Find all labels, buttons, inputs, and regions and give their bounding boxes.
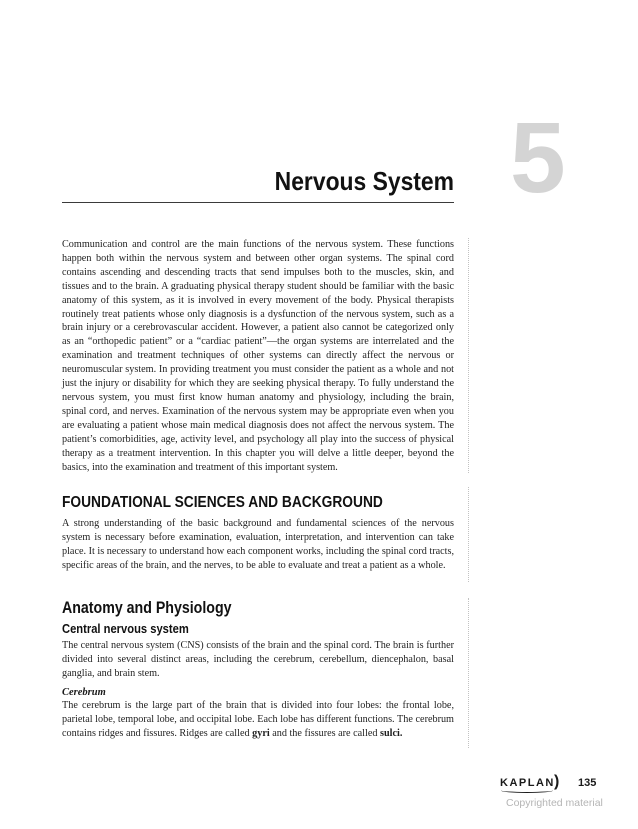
margin-rule [468,238,469,473]
page-footer [500,775,620,795]
subheading-cns: Central nervous system [62,621,189,636]
cerebrum-paragraph [62,699,454,741]
term-gyri: gyri [252,727,270,739]
publisher-logo: KAPLAN [500,777,555,789]
title-rule [62,202,454,203]
subheading-cerebrum: Cerebrum [62,687,106,698]
page-number: 135 [578,777,597,789]
cerebrum-text-a: The cerebrum is the large part of the brain that is divided into four lobes: the frontal lobe, parietal lobe, temporal lobe, and occipital lobe. Each lobe has different functions. The cerebrum contains ridges and fissures. Ridges are called [62,700,454,739]
intro-paragraph: Communication and control are the main functions of the nervous system. These functions happen both within the nervous system and between other organ systems. The spinal cord contains ascending and descending tracts that send impulses both to the muscles, skin, and tissues and to the brain. A graduating physical therapy student should be familiar with the basic anatomy of this system, as it is involved in every movement of the body. Physical therapists routinely treat patients whose only diagnosis is a dysfunction of the nervous system, such as a brain injury or a cerebrovascular accident. However, a patient also cannot be categorized only as an “orthopedic patient” or a “cardiac patient”—the organ systems are interrelated and the examination and treatment techniques of other systems can directly affect the nervous or neuromuscular system. In providing treatment you must consider the patient as a whole and not just the injury or disability for which they are seeking physical therapy. To fully understand the nervous system, you must first know human anatomy and physiology, including the brain, spinal cord, and nerves. Examination of the nervous system may be appropriate even when you are evaluating a patient whose main medical diagnosis does not affect the nervous system. The patient’s comorbidities, age, activity level, and psychology all play into the success of physical therapy as a treatment intervention. In this chapter you will delve a little deeper, beyond the basics, into the examination and treatment of this important system. [62,239,454,473]
term-sulci: sulci. [380,727,403,739]
cerebrum-text-b: and the fissures are called [269,727,380,739]
chapter-title: Nervous System [274,166,454,196]
logo-mark: ) [554,773,560,790]
section-heading-foundational: FOUNDATIONAL SCIENCES AND BACKGROUND [62,494,383,511]
logo-swoosh [501,788,553,793]
margin-rule [468,487,469,582]
subsection-heading-anatomy: Anatomy and Physiology [62,599,232,617]
margin-rule [468,598,469,748]
foundational-paragraph: A strong understanding of the basic background and fundamental sciences of the nervous system is necessary before examination, evaluation, interpretation, and intervention can take place. It is necessary to understand how each component works, including the spinal cord tracts, specific areas of the brain, and the nerves, to be able to evaluate and treat a patient as a whole. [62,518,454,571]
copyright-watermark: Copyrighted material [506,797,603,809]
chapter-number: 5 [510,102,564,214]
cns-paragraph: The central nervous system (CNS) consists of the brain and the spinal cord. The brain is further divided into several distinct areas, including the cerebrum, cerebellum, diencephalon, basal ganglia, and brain stem. [62,640,454,679]
